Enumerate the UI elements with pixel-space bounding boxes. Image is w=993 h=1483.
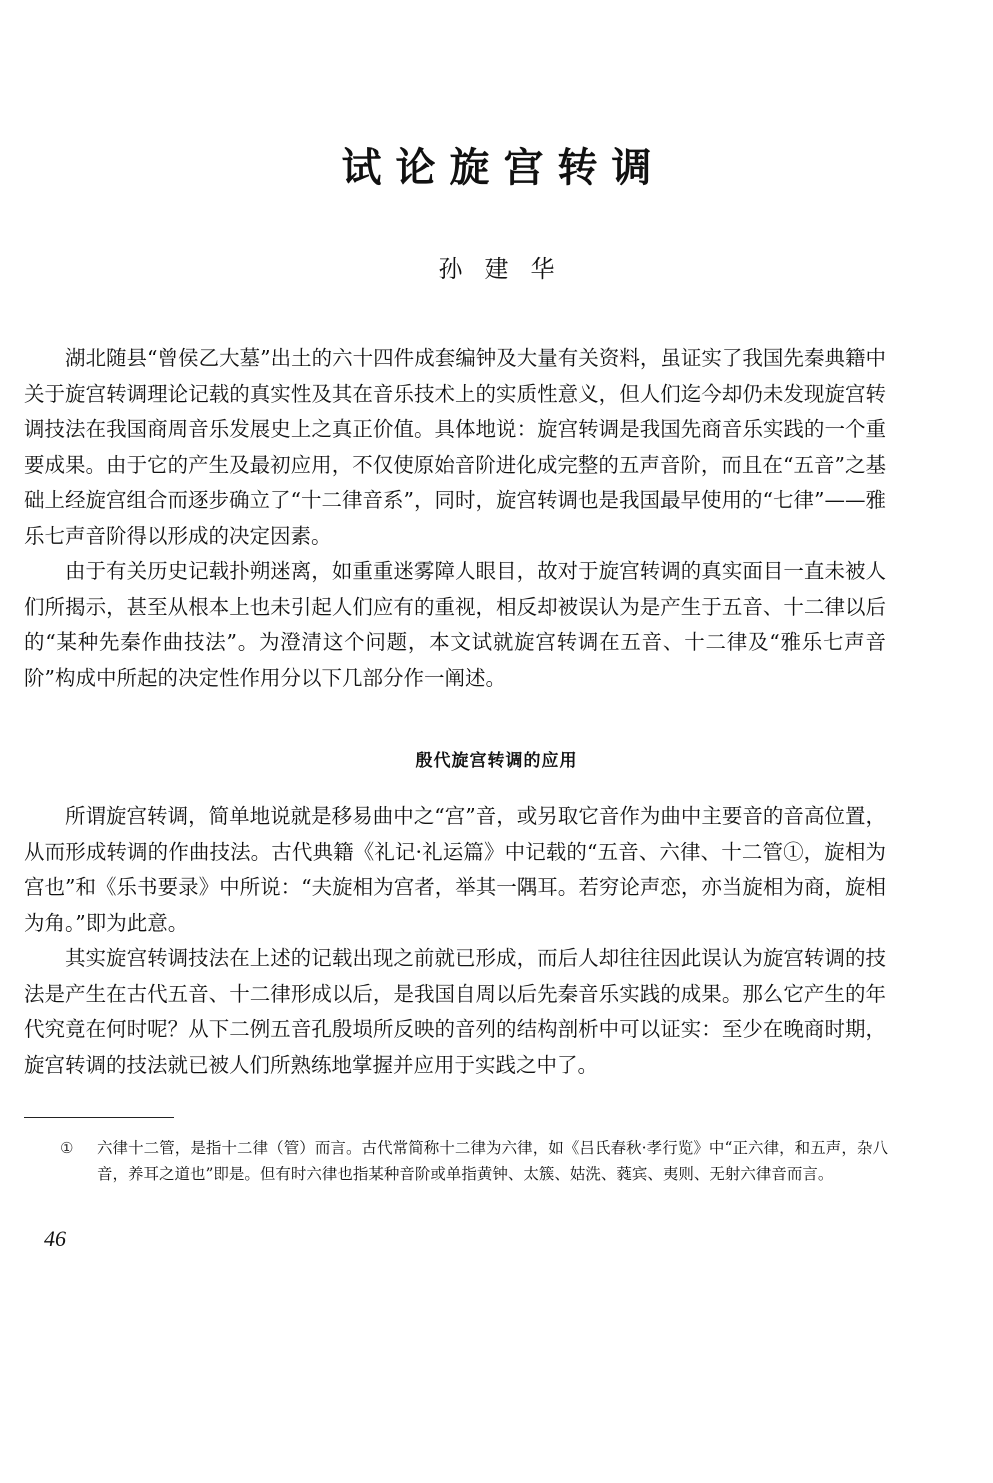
- body-paragraph: 湖北随县“曾侯乙大墓”出土的六十四件成套编钟及大量有关资料，虽证实了我国先秦典籍中关于旋宫转调理论记载的真实性及其在音乐技术上的实质性意义，但人们迄今却仍未发现旋宫转调技法在我国商周音乐发展史上之真正价值。具体地说：旋宫转调是我国先商音乐实践的一个重要成果。由于它的产生及最初应用，不仅使原始音阶进化成完整的五声音阶，而且在“五音”之基础上经旋宫组合而逐步确立了“十二律音系”，同时，旋宫转调也是我国最早使用的“七律”——雅乐七声音阶得以形成的决定因素。: [24, 346, 886, 548]
- intro-section: [24, 341, 886, 696]
- footnote-marker: ①: [60, 1139, 74, 1157]
- footnote-text: 六律十二管，是指十二律（管）而言。古代常简称十二律为六律，如《吕氏春秋·孝行览》中“正六律，和五声，杂八音，养耳之道也”即是。但有时六律也指某种音阶或单指黄钟、太簇、姑洗、蕤宾、夷则、无射六律音而言。: [97, 1139, 888, 1183]
- body-paragraph: 其实旋宫转调技法在上述的记载出现之前就已形成，而后人却往往因此误认为旋宫转调的技法是产生在古代五音、十二律形成以后，是我国自周以后先秦音乐实践的成果。那么它产生的年代究竟在何时呢？从下二例五音孔殷埙所反映的音列的结构剖析中可以证实：至少在晚商时期，旋宫转调的技法就已被人们所熟练地掌握并应用于实践之中了。: [24, 946, 886, 1077]
- section-heading: 殷代旋宫转调的应用: [415, 751, 578, 771]
- footnote-divider: [24, 1117, 174, 1118]
- body-paragraph: 由于有关历史记载扑朔迷离，如重重迷雾障人眼目，故对于旋宫转调的真实面目一直未被人们所揭示，甚至从根本上也未引起人们应有的重视，相反却被误认为是产生于五音、十二律以后的“某种先秦作曲技法”。为澄清这个问题，本文试就旋宫转调在五音、十二律及“雅乐七声音阶”构成中所起的决定性作用分以下几部分作一阐述。: [24, 559, 886, 690]
- article-title: 试论旋宫转调: [341, 145, 666, 191]
- page-number: 46: [44, 1226, 66, 1251]
- article-author: 孙建华: [438, 255, 577, 283]
- body-paragraph: 所谓旋宫转调，简单地说就是移易曲中之“宫”音，或另取它音作为曲中主要音的音高位置，从而形成转调的作曲技法。古代典籍《礼记·礼运篇》中记载的“五音、六律、十二管①，旋相为宫也”和《乐书要录》中所说：“夫旋相为宫者，举其一隅耳。若穷论声恋，亦当旋相为商，旋相为角。”即为此意。: [24, 804, 886, 935]
- section-body: [24, 799, 886, 1083]
- footnote: [60, 1136, 888, 1187]
